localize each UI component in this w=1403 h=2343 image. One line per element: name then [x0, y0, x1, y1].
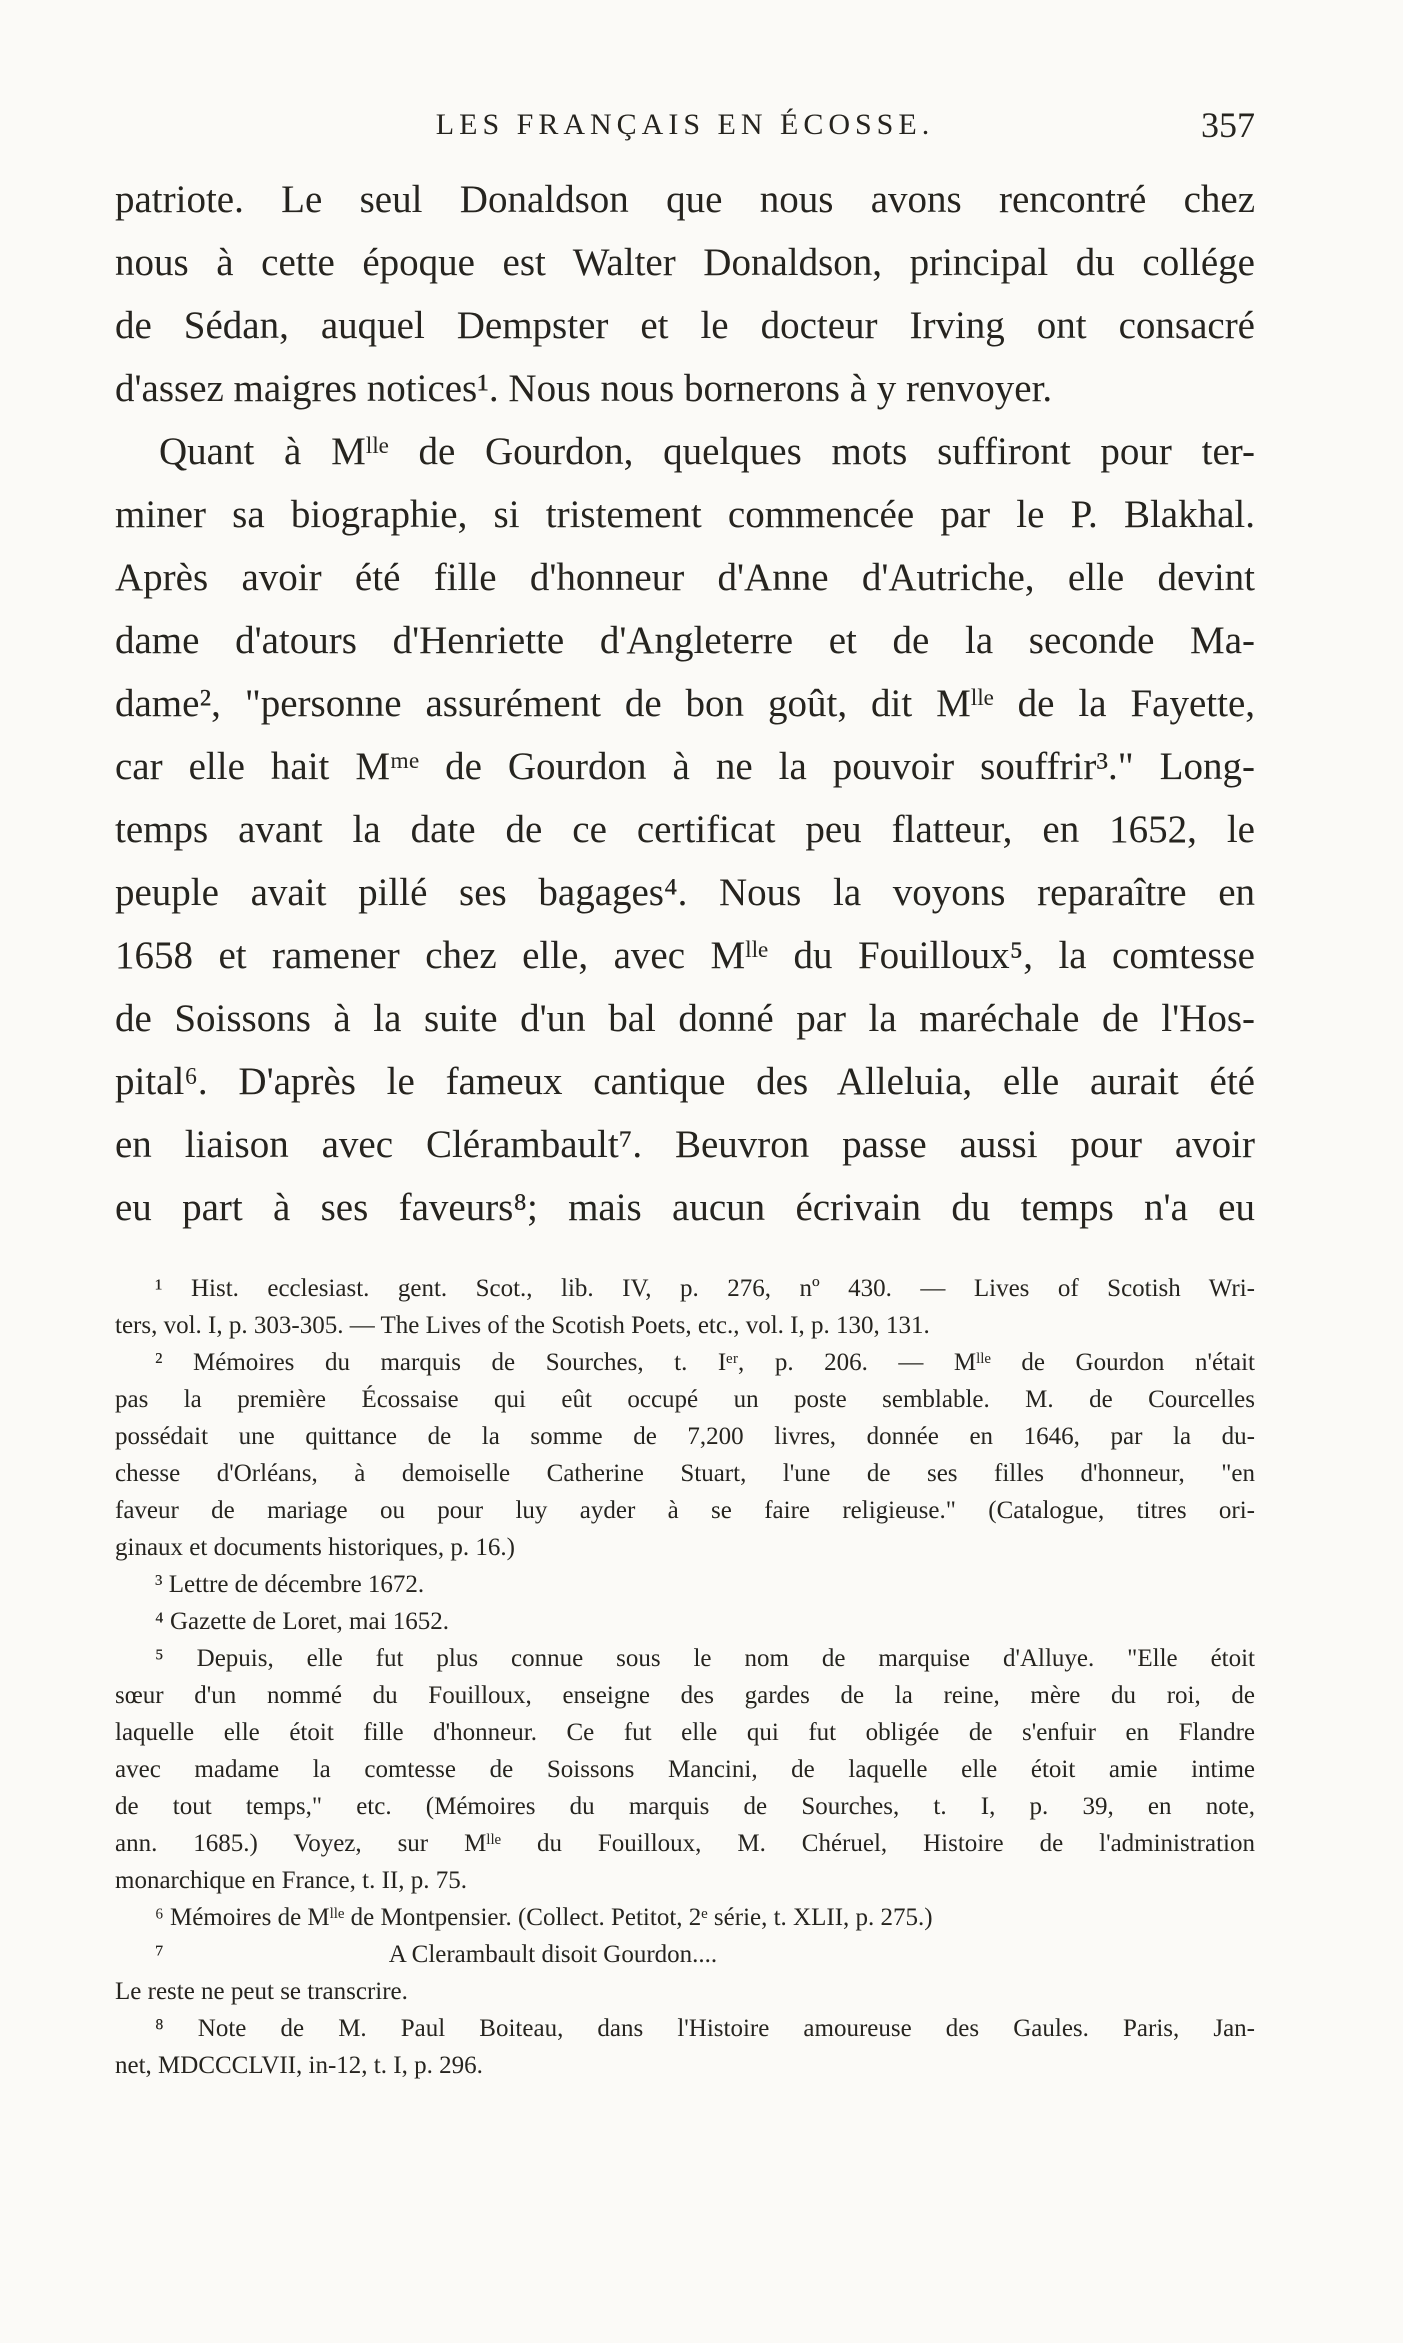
footnote-line: net, MDCCCLVII, in-12, t. I, p. 296.	[115, 2052, 483, 2079]
text-line: Quant à Mˡˡᵉ de Gourdon, quelques mots suffiront pour ter-	[159, 430, 1255, 473]
text-line: patriote. Le seul Donaldson que nous avons rencontré chez	[115, 178, 1255, 221]
footnote-verse-line	[115, 1936, 1255, 1973]
main-text	[115, 168, 1255, 1239]
footnote-line: sœur d'un nommé du Fouilloux, enseigne des gardes de la reine, mère du roi, de	[115, 1682, 1255, 1709]
running-title: LES FRANÇAIS EN ÉCOSSE.	[435, 108, 935, 141]
page-number: 357	[1201, 105, 1255, 145]
footnote-line: ann. 1685.) Voyez, sur Mˡˡᵉ du Fouilloux, M. Chéruel, Histoire de l'administration	[115, 1830, 1255, 1857]
footnote-line: ⁸ Note de M. Paul Boiteau, dans l'Histoire amoureuse des Gaules. Paris, Jan-	[155, 2015, 1255, 2042]
footnote-line: ² Mémoires du marquis de Sourches, t. Iᵉʳ, p. 206. — Mˡˡᵉ de Gourdon n'était	[155, 1349, 1255, 1376]
text-line: nous à cette époque est Walter Donaldson, principal du collége	[115, 241, 1255, 284]
footnote-line: laquelle elle étoit fille d'honneur. Ce fut elle qui fut obligée de s'enfuir en Flandre	[115, 1719, 1255, 1746]
text-line: eu part à ses faveurs⁸; mais aucun écrivain du temps n'a eu	[115, 1186, 1255, 1229]
footnote-line: ¹ Hist. ecclesiast. gent. Scot., lib. IV, p. 276, nº 430. — Lives of Scotish Wri-	[155, 1275, 1255, 1302]
footnote-line: pas la première Écossaise qui eût occupé un poste semblable. M. de Courcelles	[115, 1386, 1255, 1413]
footnote-line: possédait une quittance de la somme de 7,200 livres, donnée en 1646, par la du-	[115, 1423, 1255, 1450]
text-line: d'assez maigres notices¹. Nous nous bornerons à y renvoyer.	[115, 367, 1053, 410]
footnote-line: ginaux et documents historiques, p. 16.)	[115, 1534, 515, 1561]
footnote-line: faveur de mariage ou pour luy ayder à se faire religieuse." (Catalogue, titres ori-	[115, 1497, 1255, 1524]
text-line: en liaison avec Clérambault⁷. Beuvron passe aussi pour avoir	[115, 1123, 1255, 1166]
text-line: pital⁶. D'après le fameux cantique des Alleluia, elle aurait été	[115, 1060, 1255, 1103]
footnote-line: de tout temps," etc. (Mémoires du marquis de Sourches, t. I, p. 39, en note,	[115, 1793, 1255, 1820]
footnote-line: Le reste ne peut se transcrire.	[115, 1978, 408, 2005]
text-line: car elle hait Mᵐᵉ de Gourdon à ne la pouvoir souffrir³." Long-	[115, 745, 1255, 788]
text-line: de Sédan, auquel Dempster et le docteur Irving ont consacré	[115, 304, 1255, 347]
footnote-line: ⁶ Mémoires de Mˡˡᵉ de Montpensier. (Collect. Petitot, 2ᵉ série, t. XLII, p. 275.)	[155, 1904, 933, 1931]
footnote-line: monarchique en France, t. II, p. 75.	[115, 1867, 467, 1894]
footnote-line: chesse d'Orléans, à demoiselle Catherine Stuart, l'une de ses filles d'honneur, "en	[115, 1460, 1255, 1487]
footnote-line: avec madame la comtesse de Soissons Mancini, de laquelle elle étoit amie intime	[115, 1756, 1255, 1783]
footnote-line: ⁵ Depuis, elle fut plus connue sous le nom de marquise d'Alluye. "Elle étoit	[155, 1645, 1255, 1672]
page-header	[115, 105, 1255, 158]
text-line: dame d'atours d'Henriette d'Angleterre et de la seconde Ma-	[115, 619, 1255, 662]
footnote-number: ⁷	[155, 1941, 164, 1968]
text-line: 1658 et ramener chez elle, avec Mˡˡᵉ du Fouilloux⁵, la comtesse	[115, 934, 1255, 977]
footnote-line: ⁴ Gazette de Loret, mai 1652.	[155, 1608, 450, 1635]
footnote-line: ³ Lettre de décembre 1672.	[155, 1571, 425, 1598]
text-line: temps avant la date de ce certificat peu flatteur, en 1652, le	[115, 808, 1255, 851]
text-line: dame², "personne assurément de bon goût, dit Mˡˡᵉ de la Fayette,	[115, 682, 1255, 725]
text-line: peuple avait pillé ses bagages⁴. Nous la voyons reparaître en	[115, 871, 1255, 914]
verse-text: A Clerambault disoit Gourdon....	[388, 1941, 718, 1968]
footnotes	[115, 1270, 1255, 2084]
text-line: de Soissons à la suite d'un bal donné par la maréchale de l'Hos-	[115, 997, 1255, 1040]
footnote-line: ters, vol. I, p. 303-305. — The Lives of the Scotish Poets, etc., vol. I, p. 130, 131.	[115, 1312, 930, 1339]
text-line: miner sa biographie, si tristement commencée par le P. Blakhal.	[115, 493, 1255, 536]
text-line: Après avoir été fille d'honneur d'Anne d'Autriche, elle devint	[115, 556, 1255, 599]
